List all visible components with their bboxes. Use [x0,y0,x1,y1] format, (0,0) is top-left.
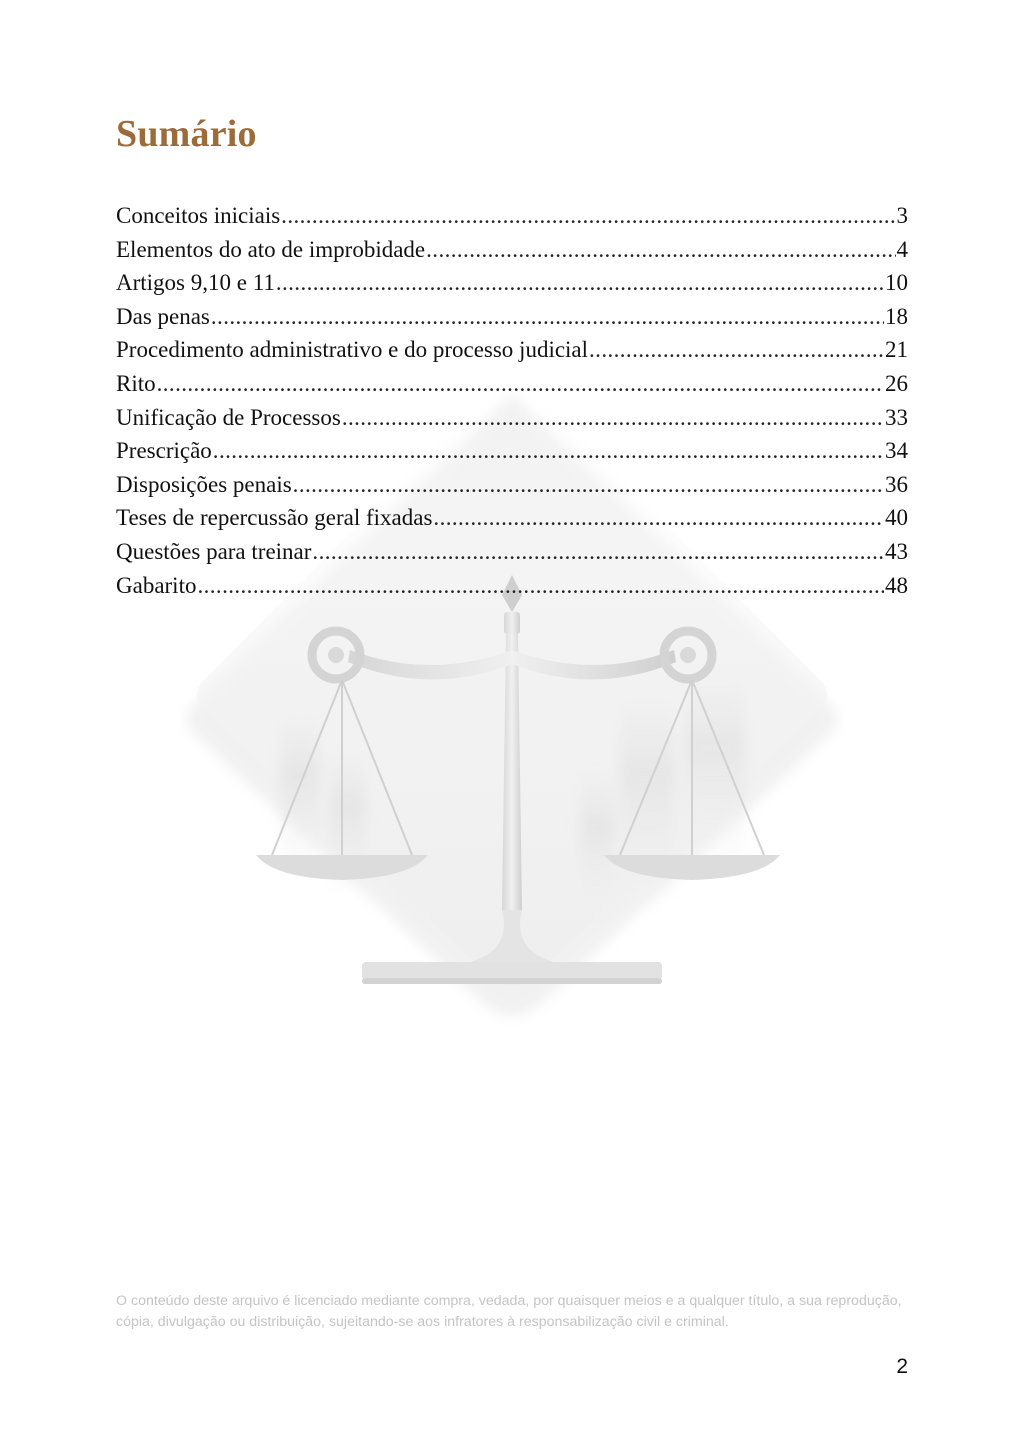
dot-leader [197,573,884,599]
toc-entry-label: Das penas [116,303,210,329]
toc-entry-label: Questões para treinar [116,538,312,564]
toc-entry[interactable] [116,237,908,271]
toc-entry-page: 36 [885,471,908,497]
toc-entry[interactable] [116,270,908,304]
toc-entry[interactable] [116,573,908,607]
dot-leader [433,505,884,531]
page-number: 2 [896,1355,908,1378]
toc-entry-page: 26 [885,370,908,396]
toc-entry-page: 21 [885,337,908,363]
toc-entry-label: Unificação de Processos [116,404,341,430]
toc-entry[interactable] [116,203,908,237]
toc-entry-page: 48 [885,572,908,598]
dot-leader [281,203,895,229]
toc-entry-label: Disposições penais [116,471,292,497]
toc-entry-label: Gabarito [116,572,197,598]
toc-entry[interactable] [116,539,908,573]
toc-entry-label: Rito [116,370,156,396]
toc-entry-label: Artigos 9,10 e 11 [116,270,275,296]
toc-entry[interactable] [116,337,908,371]
toc-entry-label: Teses de repercussão geral fixadas [116,505,433,531]
toc-entry[interactable] [116,438,908,472]
toc-entry[interactable] [116,472,908,506]
toc-entry-page: 33 [885,404,908,430]
dot-leader [213,438,884,464]
toc-entry-page: 4 [896,236,908,262]
dot-leader [211,304,884,330]
dot-leader [293,472,884,498]
toc-entry-page: 43 [885,538,908,564]
toc-entry-page: 10 [885,270,908,296]
dot-leader [342,405,884,431]
toc-entry-label: Prescrição [116,438,212,464]
toc-entry-label: Procedimento administrativo e do processo judicial [116,337,589,363]
toc-entry-page: 34 [885,438,908,464]
toc-entry[interactable] [116,405,908,439]
toc-entry[interactable] [116,371,908,405]
dot-leader [426,237,895,263]
dot-leader [312,539,884,565]
toc-entry-page: 3 [896,203,908,228]
license-notice: O conteúdo deste arquivo é licenciado mediante compra, vedada, por quaisquer meios e a qualquer título, a sua reprodução, cópia, divulgação ou distribuição, sujeitando-se aos infratores à responsabilização civil e criminal. [116,1293,902,1330]
dot-leader [157,371,884,397]
page-title: Sumário [116,113,257,155]
toc-entry-label: Conceitos iniciais [116,203,281,228]
toc-entry-page: 40 [885,505,908,531]
toc-entry-label: Elementos do ato de improbidade [116,236,426,262]
toc-entry[interactable] [116,304,908,338]
dot-leader [589,337,884,363]
toc-entry-page: 18 [885,303,908,329]
toc-entry[interactable] [116,505,908,539]
table-of-contents [116,203,908,606]
dot-leader [276,270,884,296]
